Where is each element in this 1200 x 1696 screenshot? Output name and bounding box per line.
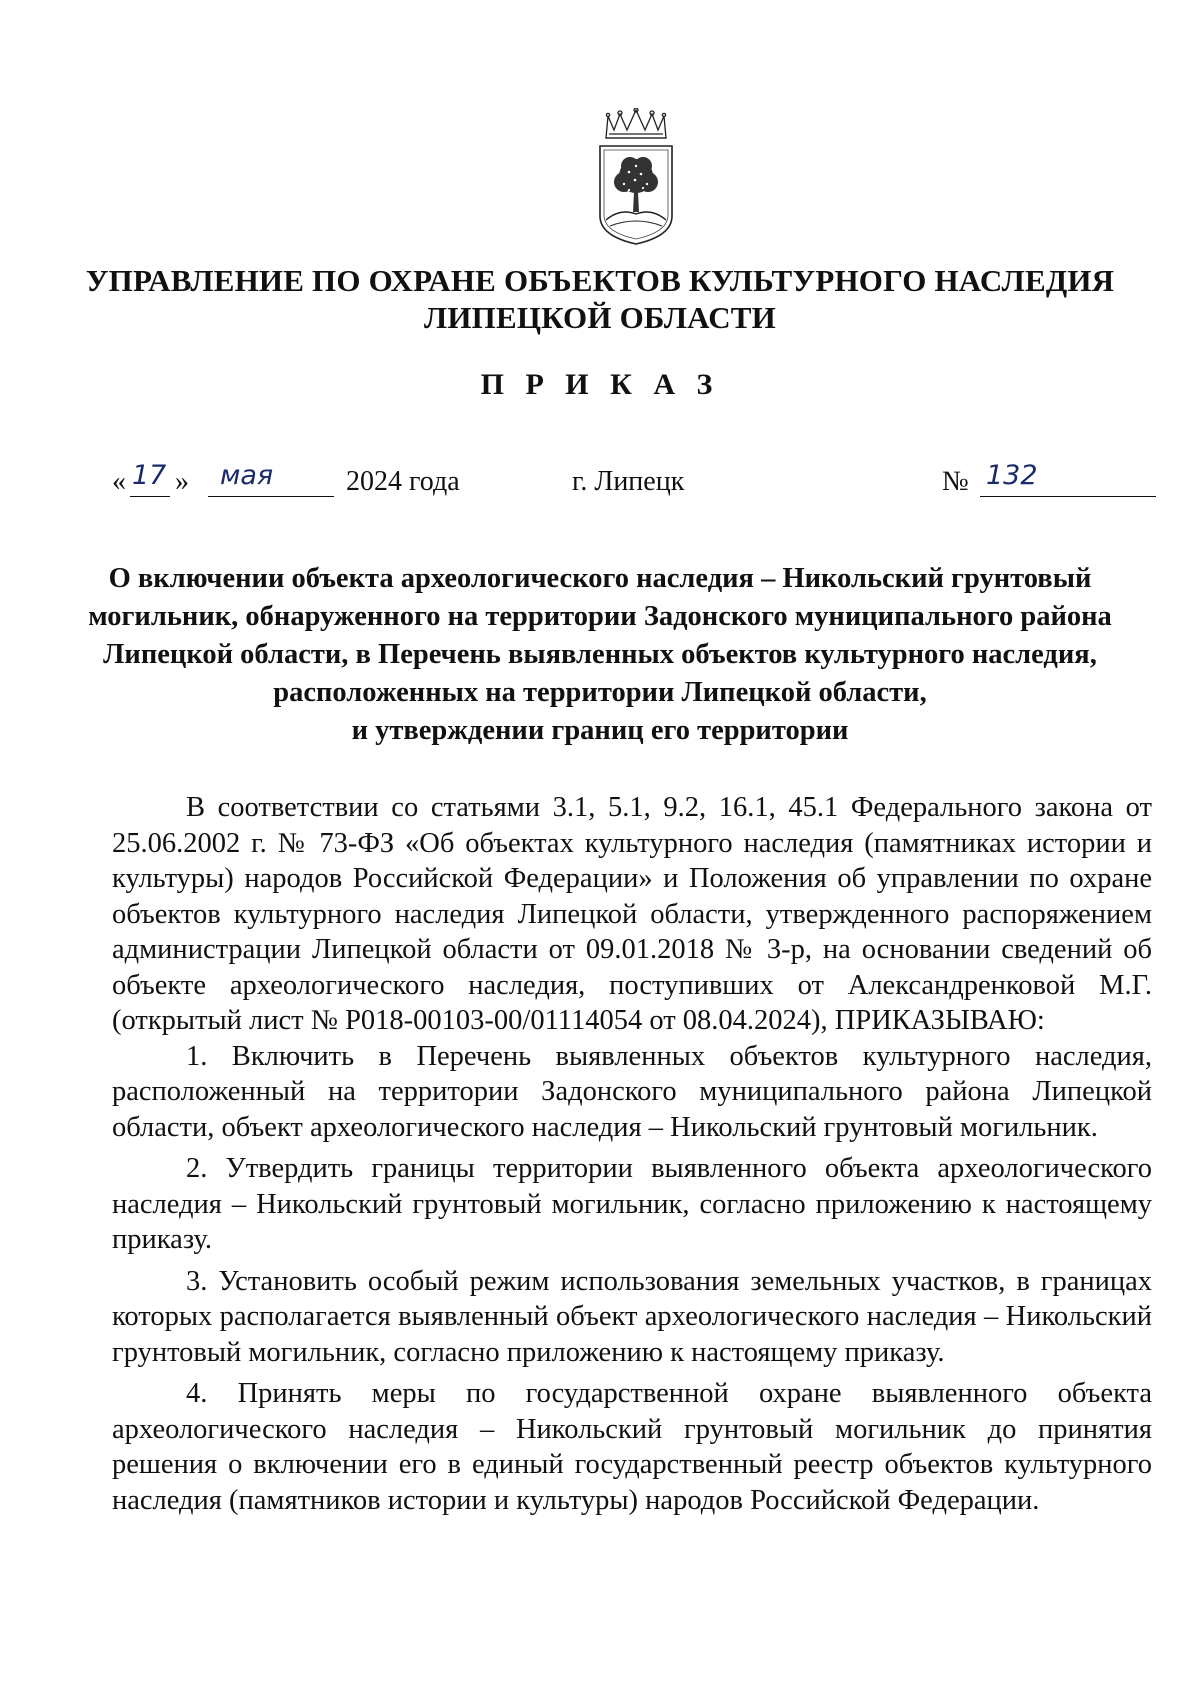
order-item-3: 3. Установить особый режим использования земельных участков, в границах которых располагается выявленный объект археологического наследия – Никольский грунтовый могильник, согласно приложению к настоящему приказу. bbox=[112, 1265, 1152, 1368]
subject-line5: и утверждении границ его территории bbox=[351, 715, 849, 746]
subject-line3: Липецкой области, в Перечень выявленных объектов культурного наследия, bbox=[103, 639, 1097, 670]
document-city: г. Липецк bbox=[572, 466, 685, 497]
date-month: мая bbox=[220, 460, 274, 491]
lipetsk-coat-of-arms-icon bbox=[596, 108, 676, 246]
date-open-quote: « bbox=[112, 466, 126, 497]
date-close-quote: » bbox=[175, 466, 189, 497]
subject-line2: могильник, обнаруженного на территории Задонского муниципального района bbox=[88, 601, 1112, 632]
document-subject bbox=[0, 560, 1200, 750]
document-body bbox=[112, 790, 1152, 1518]
preamble-paragraph: В соответствии со статьями 3.1, 5.1, 9.2, 16.1, 45.1 Федерального закона от 25.06.2002 г. № 73-ФЗ «Об объектах культурного наследия (памятниках истории и культуры) народов Российской Федерации» и Положения об управлении по охране объектов культурного наследия Липецкой области, утвержденного распоряжением администрации Липецкой области от 09.01.2018 № 3-р, на основании сведений об объекте археологического наследия, поступивших от Александренковой М.Г. (открытый лист № Р018-00103-00/01114054 от 08.04.2024), ПРИКАЗЫВАЮ: bbox=[112, 792, 1152, 1036]
organization-title-line2: ЛИПЕЦКОЙ ОБЛАСТИ bbox=[424, 300, 776, 335]
document-number: 132 bbox=[986, 460, 1038, 491]
subject-line4: расположенных на территории Липецкой области, bbox=[273, 677, 927, 708]
date-day-underline bbox=[130, 496, 170, 497]
organization-title bbox=[0, 262, 1200, 336]
date-day: 17 bbox=[132, 460, 167, 491]
document-type: П Р И К А З bbox=[480, 368, 720, 401]
date-year: 2024 года bbox=[346, 466, 460, 497]
document-number-label: № bbox=[942, 466, 969, 497]
order-item-1: 1. Включить в Перечень выявленных объектов культурного наследия, расположенный на территории Задонского муниципального района Липецкой области, объект археологического наследия – Никольский грунтовый могильник. bbox=[112, 1040, 1152, 1143]
order-item-4: 4. Принять меры по государственной охране выявленного объекта археологического наследия – Никольский грунтовый могильник до принятия решения о включении его в единый государственный реестр объектов культурного наследия (памятников истории и культуры) народов Российской Федерации. bbox=[112, 1378, 1152, 1516]
date-number-line bbox=[0, 462, 1200, 502]
organization-title-line1: УПРАВЛЕНИЕ ПО ОХРАНЕ ОБЪЕКТОВ КУЛЬТУРНОГО НАСЛЕДИЯ bbox=[85, 263, 1115, 298]
date-month-underline bbox=[208, 496, 334, 497]
order-item-2: 2. Утвердить границы территории выявленного объекта археологического наследия – Никольский грунтовый могильник, согласно приложению к настоящему приказу. bbox=[112, 1153, 1152, 1255]
document-number-underline bbox=[980, 496, 1156, 497]
subject-line1: О включении объекта археологического наследия – Никольский грунтовый bbox=[108, 563, 1092, 594]
